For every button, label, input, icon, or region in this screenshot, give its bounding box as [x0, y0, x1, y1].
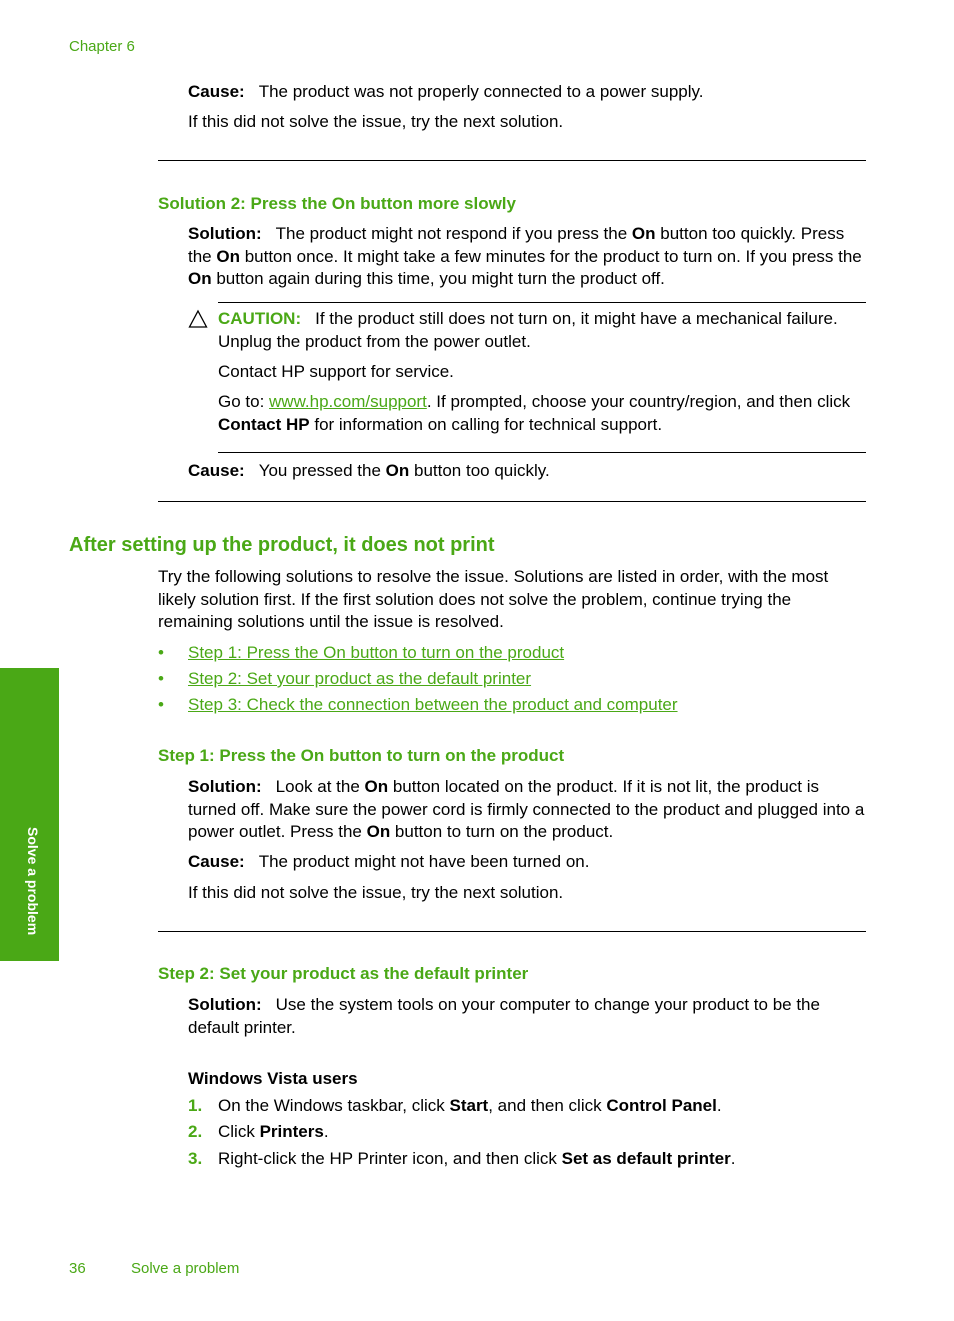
- side-tab-label: Solve a problem: [25, 827, 41, 936]
- on-bold: On: [364, 777, 389, 796]
- list-text: Right-click the HP Printer icon, and then click: [218, 1149, 562, 1168]
- cause-label: Cause:: [188, 461, 245, 480]
- bullet: •: [158, 669, 164, 688]
- section-heading: After setting up the product, it does not print: [69, 534, 495, 556]
- list-item: [218, 1148, 868, 1171]
- solution-text: Use the system tools on your computer to change your product to be the default printer.: [188, 995, 820, 1037]
- step1-cause-paragraph: [188, 851, 868, 874]
- warning-triangle-icon: [188, 309, 208, 329]
- goto-paragraph: [218, 391, 868, 436]
- step1-heading: Step 1: Press the On button to turn on the product: [158, 746, 565, 765]
- list-number: 3.: [188, 1149, 203, 1168]
- solution-label: Solution:: [188, 224, 262, 243]
- caution-text: If the product still does not turn on, it might have a mechanical failure. Unplug the product from the power outlet.: [218, 309, 838, 351]
- divider: [158, 160, 866, 161]
- caution-bottom-rule: [218, 452, 866, 453]
- vista-heading: Windows Vista users: [188, 1069, 358, 1088]
- cause-paragraph: [188, 81, 868, 104]
- contact-hp-bold: Contact HP: [218, 414, 310, 434]
- list-item: [218, 1121, 868, 1144]
- divider: [158, 501, 866, 502]
- solution-text: Look at the: [275, 777, 365, 796]
- cause-text: button too quickly.: [409, 461, 550, 480]
- list-number: 1.: [188, 1096, 203, 1115]
- step1-solution-paragraph: [188, 776, 868, 844]
- list-bold: Start: [449, 1096, 489, 1115]
- section-intro: Try the following solutions to resolve the issue. Solutions are listed in order, with the most likely solution first. If the first solution does not solve the problem, continue trying the remaining solutions until the issue is resolved.: [158, 567, 829, 631]
- solution-text: The product might not respond if you press the: [275, 224, 632, 243]
- list-text: .: [716, 1096, 722, 1115]
- footer-section: Solve a problem: [131, 1260, 240, 1277]
- step2-solution-paragraph: [188, 994, 868, 1039]
- bullet: •: [158, 643, 164, 662]
- list-bold: Printers: [259, 1122, 324, 1141]
- on-bold: On: [188, 269, 212, 288]
- bullet: •: [158, 695, 164, 714]
- caution-paragraph: [218, 308, 868, 353]
- solution-text: button once. It might take a few minutes for the product to turn on. If you press the: [239, 246, 862, 266]
- link-step1[interactable]: Step 1: Press the On button to turn on the product: [188, 643, 565, 662]
- solution-label: Solution:: [188, 995, 262, 1014]
- caution-label: CAUTION:: [218, 309, 302, 328]
- page-number: 36: [69, 1260, 86, 1277]
- list-text: .: [323, 1122, 329, 1141]
- solution-text: button again during this time, you might turn the product off.: [211, 269, 665, 288]
- divider: [158, 931, 866, 932]
- goto-text: . If prompted, choose your country/region, and then click: [426, 392, 851, 411]
- solution-label: Solution:: [188, 777, 262, 796]
- list-bold: Set as default printer: [561, 1149, 731, 1168]
- on-bold: On: [216, 246, 240, 266]
- solution-text: button located on the product. If it is not lit, the product is turned off. Make sure the power cord is firmly connected to the product and plugged into a power outlet. Press the: [188, 777, 865, 841]
- caution-top-rule: [218, 302, 866, 303]
- next-solution-text: If this did not solve the issue, try the next solution.: [188, 883, 564, 902]
- cause-label: Cause:: [188, 82, 245, 101]
- on-bold: On: [366, 822, 391, 841]
- solution2-paragraph: [188, 223, 868, 291]
- list-text: .: [730, 1149, 736, 1168]
- list-text: On the Windows taskbar, click: [218, 1096, 450, 1115]
- hp-support-link[interactable]: www.hp.com/support: [269, 392, 427, 411]
- link-step3[interactable]: Step 3: Check the connection between the product and computer: [188, 695, 678, 714]
- goto-prefix: Go to:: [218, 392, 270, 411]
- list-bold: Control Panel: [606, 1096, 717, 1115]
- next-solution-text: If this did not solve the issue, try the next solution.: [188, 112, 564, 131]
- contact-text: Contact HP support for service.: [218, 362, 454, 381]
- cause-label: Cause:: [188, 852, 245, 871]
- cause-text: You pressed the: [258, 461, 386, 480]
- chapter-label: Chapter 6: [69, 38, 135, 55]
- cause-text: The product was not properly connected to a power supply.: [258, 82, 704, 101]
- on-bold: On: [385, 461, 410, 480]
- link-step2[interactable]: Step 2: Set your product as the default printer: [188, 669, 532, 688]
- list-text: Click: [218, 1122, 260, 1141]
- solution-text: button too quickly. Press the: [188, 224, 845, 266]
- list-text: , and then click: [488, 1096, 607, 1115]
- list-number: 2.: [188, 1122, 203, 1141]
- on-bold: On: [631, 224, 656, 243]
- solution2-heading: Solution 2: Press the On button more slowly: [158, 194, 516, 213]
- solution-text: button to turn on the product.: [390, 822, 614, 841]
- goto-text: for information on calling for technical support.: [309, 414, 663, 434]
- step2-heading: Step 2: Set your product as the default printer: [158, 964, 529, 983]
- cause-text: The product might not have been turned on.: [258, 852, 590, 871]
- cause-paragraph: [188, 460, 868, 483]
- list-item: [218, 1095, 868, 1118]
